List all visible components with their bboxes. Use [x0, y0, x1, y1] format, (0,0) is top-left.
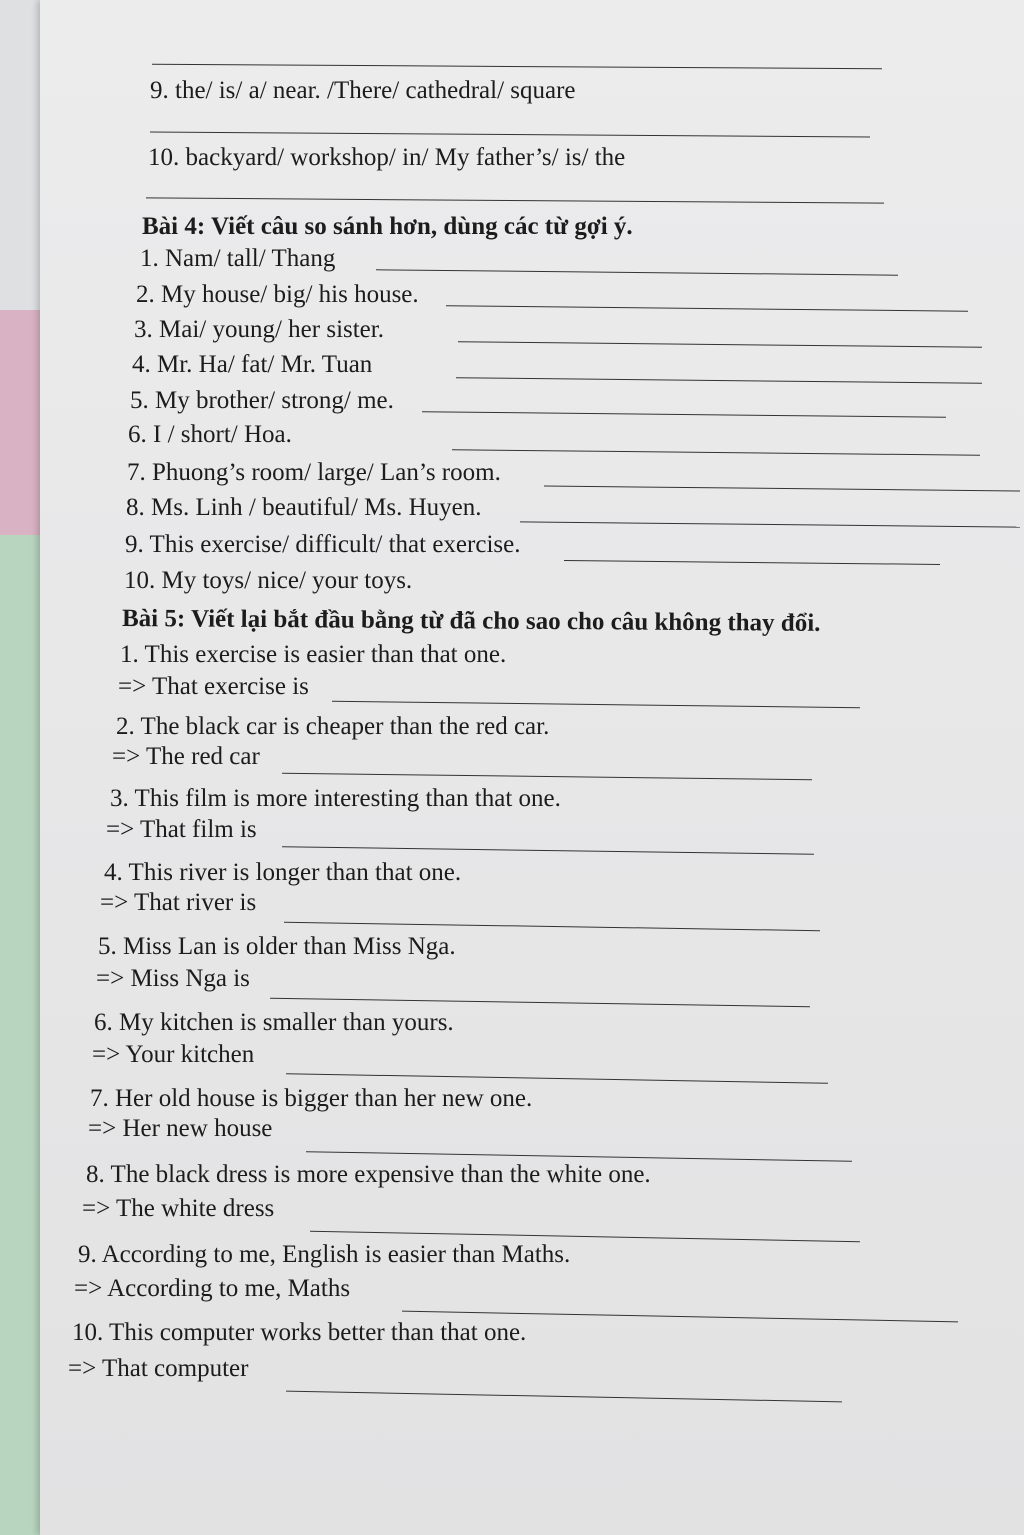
rewrite-prompt: => Her new house — [88, 1115, 273, 1142]
rewrite-prompt: => That film is — [106, 816, 257, 843]
answer-line — [520, 521, 1020, 527]
answer-line — [456, 377, 982, 384]
answer-line — [282, 773, 812, 780]
list-item: 5. Miss Lan is older than Miss Nga. — [98, 933, 456, 960]
rewrite-prompt: => That river is — [100, 889, 257, 916]
answer-line — [286, 1073, 828, 1083]
answer-line — [282, 846, 814, 854]
answer-line — [332, 701, 860, 708]
list-item: 4. This river is longer than that one. — [104, 859, 462, 886]
list-item: 3. Mai/ young/ her sister. — [134, 316, 384, 343]
list-item: 1. This exercise is easier than that one. — [120, 641, 507, 668]
list-item: 9. This exercise/ difficult/ that exercise. — [125, 531, 521, 558]
list-item: 4. Mr. Ha/ fat/ Mr. Tuan — [132, 351, 373, 378]
list-item: 10. This computer works better than that one. — [72, 1319, 527, 1346]
rewrite-prompt: => The white dress — [82, 1195, 275, 1222]
answer-line — [564, 560, 940, 565]
rewrite-prompt: => The red car — [112, 743, 260, 770]
list-item: 6. My kitchen is smaller than yours. — [94, 1009, 454, 1036]
list-item: 7. Phuong’s room/ large/ Lan’s room. — [127, 459, 501, 486]
answer-line — [544, 486, 1020, 492]
rewrite-prompt: => That exercise is — [118, 673, 309, 700]
answer-line — [422, 411, 946, 417]
answer-line — [146, 197, 884, 203]
answer-line — [452, 449, 980, 456]
section-heading: Bài 4: Viết câu so sánh hơn, dùng các từ gợi ý. — [142, 213, 633, 240]
list-item: 3. This film is more interesting than that one. — [110, 785, 561, 812]
rewrite-prompt: => That computer — [68, 1355, 249, 1382]
rewrite-prompt: => According to me, Maths — [74, 1275, 351, 1302]
list-item: 10. My toys/ nice/ your toys. — [124, 567, 413, 594]
rewrite-prompt: => Miss Nga is — [96, 965, 250, 992]
list-item: 9. According to me, English is easier than Maths. — [78, 1241, 571, 1268]
section-heading: Bài 5: Viết lại bắt đầu bằng từ đã cho sao cho câu không thay đổi. — [121, 605, 821, 637]
list-item: 2. The black car is cheaper than the red car. — [116, 713, 550, 740]
list-item: 1. Nam/ tall/ Thang — [140, 245, 336, 272]
list-item: 2. My house/ big/ his house. — [136, 281, 419, 308]
answer-line — [458, 341, 982, 347]
list-item: 5. My brother/ strong/ me. — [130, 387, 394, 414]
list-item: 6. I / short/ Hoa. — [128, 421, 292, 448]
list-item: 8. Ms. Linh / beautiful/ Ms. Huyen. — [126, 494, 482, 521]
list-item: 9. the/ is/ a/ near. /There/ cathedral/ square — [150, 77, 576, 104]
answer-line — [150, 131, 870, 137]
list-item: 10. backyard/ workshop/ in/ My father’s/ is/ the — [148, 144, 626, 171]
list-item: 7. Her old house is bigger than her new one. — [90, 1085, 533, 1112]
answer-line — [152, 64, 882, 69]
rewrite-prompt: => Your kitchen — [92, 1041, 255, 1068]
answer-line — [446, 305, 968, 311]
list-item: 8. The black dress is more expensive than the white one. — [86, 1161, 651, 1188]
answer-line — [270, 998, 810, 1007]
answer-line — [376, 269, 898, 275]
answer-line — [284, 922, 820, 931]
answer-line — [286, 1391, 842, 1403]
